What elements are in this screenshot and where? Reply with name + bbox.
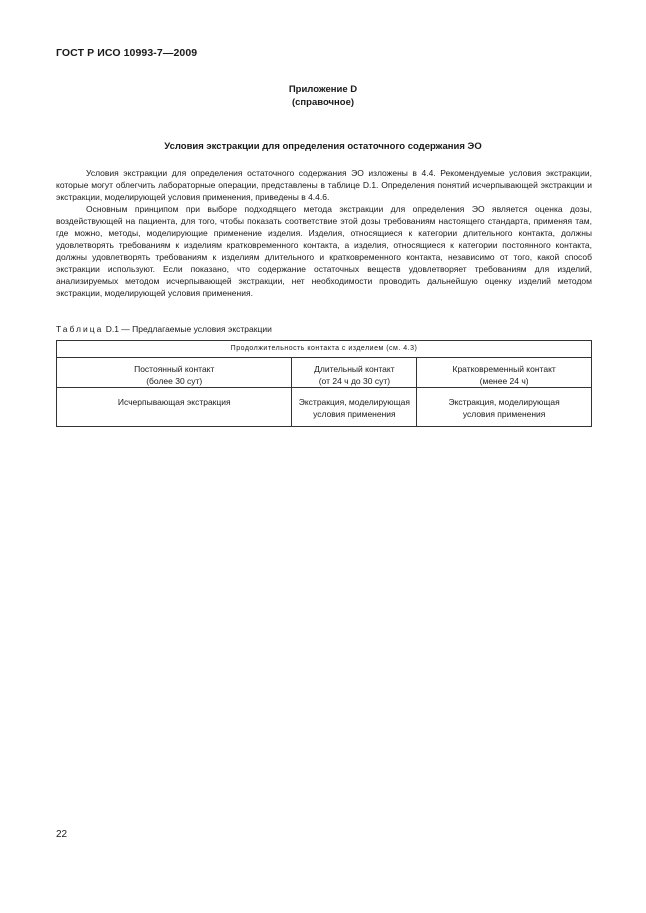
- table-cell-line: Экстракция, моделирующая: [448, 397, 560, 407]
- table-cell: [57, 388, 292, 427]
- table-cell-line: Экстракция, моделирующая: [298, 397, 411, 407]
- column-header-line: Длительный контакт: [314, 364, 395, 374]
- column-header-line: (менее 24 ч): [479, 376, 529, 386]
- page-number: 22: [56, 829, 68, 840]
- table-cell: [417, 388, 592, 427]
- appendix-heading: [0, 84, 646, 109]
- paragraph: Основным принципом при выборе подходящего метода экстракции для определения ЭО является оценка дозы, воздействующей на пациента, для того, чтобы показать соответствие этой дозы требованиям настоящего стандарта, применяя там, где можно, методы, моделирующие применение изделия. Изделия, относящиеся к категории длительного контакта, должны удовлетворять требованиям к изделиям кратковременного контакта, а изделия, относящиеся к категории постоянного контакта, должны удовлетворять требованиям к изделиям длительного и кратковременного контакта, независимо от того, какой способ экстракции используют. Если показано, что содержание остаточных веществ удовлетворяет требованиям для изделий, анализируемых методом исчерпывающей экстракции, нет необходимости проводить дальнейшую оценку изделий методом экстракции, моделирующей условия применения.: [56, 204, 592, 298]
- body-text: [56, 167, 592, 299]
- contact-duration-header: Продолжительность контакта с изделием (см. 4.3): [57, 341, 592, 358]
- column-header-line: Кратковременный контакт: [452, 364, 556, 374]
- table-cell-line: Исчерпывающая экстракция: [117, 397, 231, 407]
- table-caption-text: D.1 — Предлагаемые условия экстракции: [103, 324, 272, 334]
- column-header-line: Постоянный контакт: [134, 364, 215, 374]
- table-cell-line: условия применения: [462, 409, 546, 419]
- appendix-title: Приложение D: [288, 84, 358, 95]
- table-row: [57, 388, 592, 427]
- document-header: ГОСТ Р ИСО 10993-7—2009: [56, 47, 198, 59]
- table-cell: [292, 388, 417, 427]
- column-header-line: (более 30 сут): [146, 376, 203, 386]
- table-caption-prefix: Таблица: [56, 324, 104, 334]
- table-span-header-row: [57, 341, 592, 358]
- extraction-conditions-table: [56, 340, 592, 427]
- column-header-line: (от 24 ч до 30 сут): [318, 376, 391, 386]
- section-title: Условия экстракции для определения остаточного содержания ЭО: [164, 141, 482, 152]
- paragraph: Условия экстракции для определения остаточного содержания ЭО изложены в 4.4. Рекомендуемые условия экстракции, которые могут облегчить лабораторные операции, представлены в таблице D.1. Определения понятий исчерпывающей экстракции и экстракции, моделирующей условия применения, приведены в 4.4.6.: [56, 168, 592, 202]
- table-cell-line: условия применения: [313, 409, 396, 419]
- column-header: [417, 358, 592, 388]
- table-caption: [56, 324, 272, 334]
- column-header: [292, 358, 417, 388]
- appendix-subtitle: (справочное): [291, 96, 355, 108]
- table-header-row: [57, 358, 592, 388]
- column-header: [57, 358, 292, 388]
